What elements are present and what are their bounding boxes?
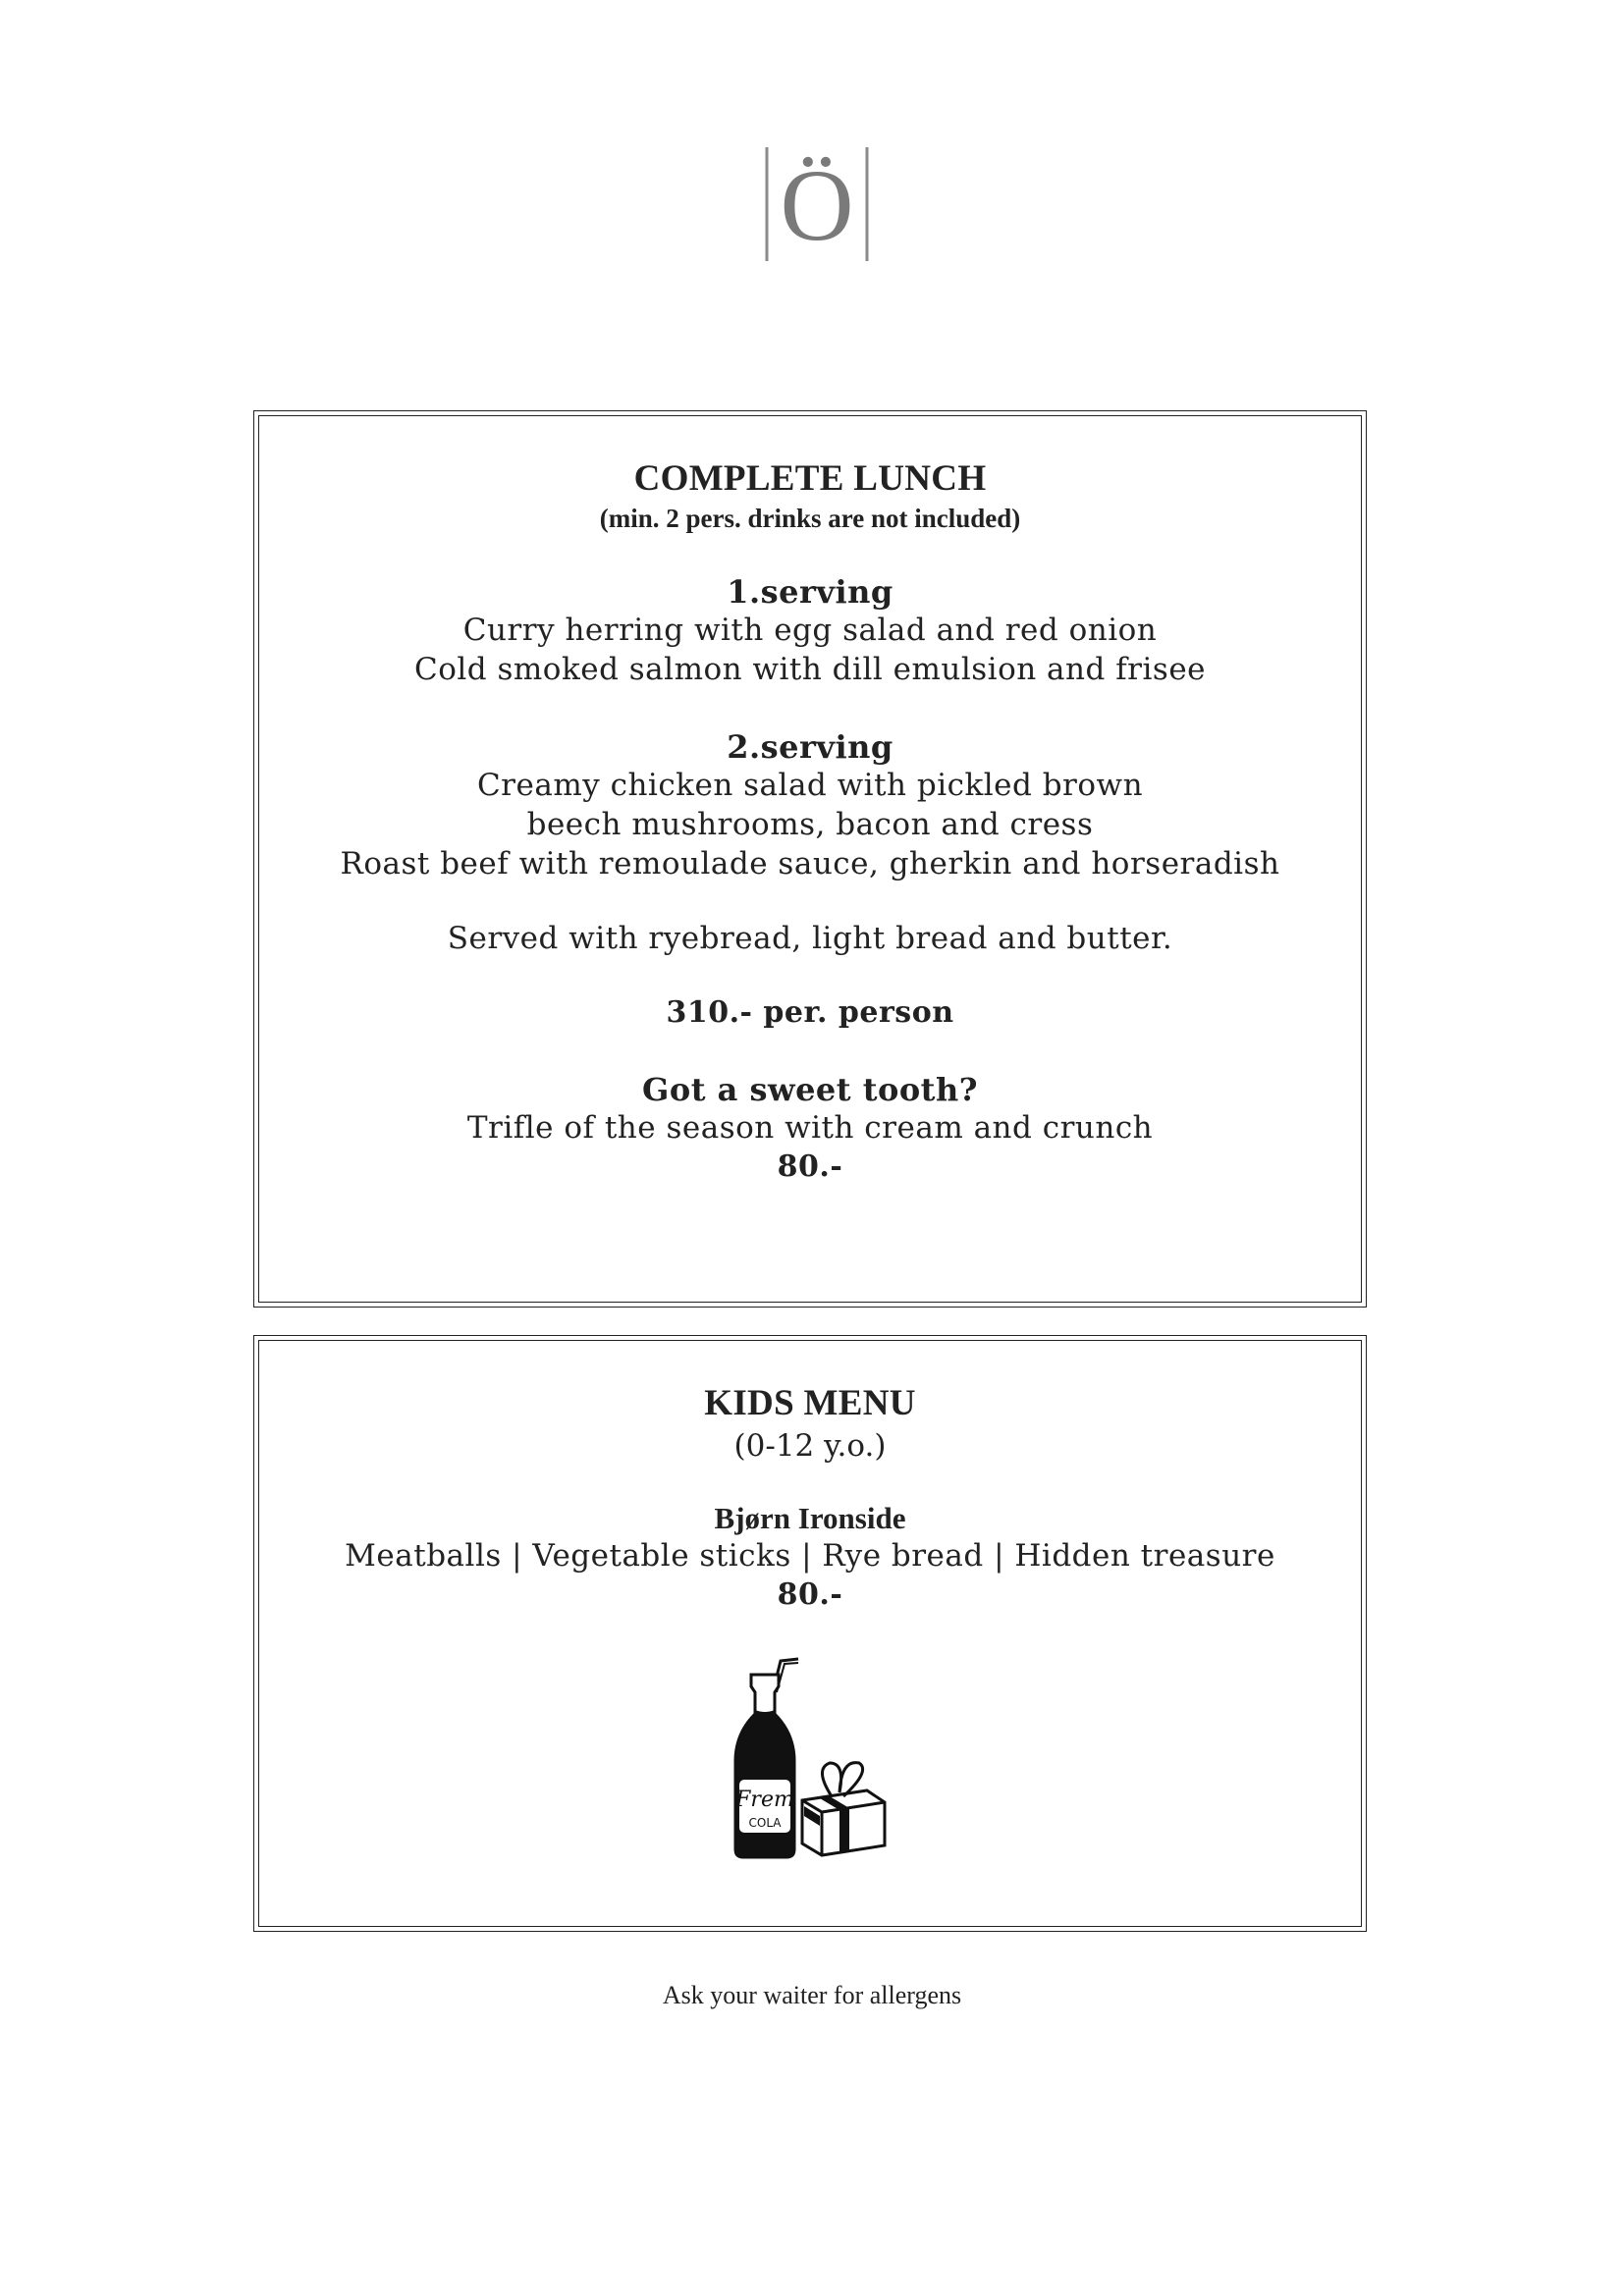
cola-bottle-icon (734, 1675, 794, 1857)
served-with-text: Served with ryebread, light bread and butter. (447, 921, 1173, 956)
lunch-price: 310.- per. person (666, 995, 954, 1030)
serving2-item: Creamy chicken salad with pickled brown (476, 768, 1144, 803)
serving1-item: Cold smoked salmon with dill emulsion and frisee (413, 652, 1207, 687)
dessert-price: 80.- (777, 1149, 843, 1184)
kids-dish-name: Bjørn Ironside (714, 1501, 906, 1535)
complete-lunch-section (253, 410, 1367, 1308)
restaurant-logo (763, 133, 871, 263)
lunch-title: COMPLETE LUNCH (633, 458, 987, 499)
svg-text:COLA: COLA (748, 1816, 782, 1830)
allergens-note: Ask your waiter for allergens (662, 1981, 962, 2009)
lunch-note: (min. 2 pers. drinks are not included) (599, 504, 1021, 533)
dessert-heading: Got a sweet tooth? (642, 1071, 978, 1108)
kids-price: 80.- (777, 1577, 843, 1612)
kids-title: KIDS MENU (704, 1383, 916, 1423)
serving2-item: beech mushrooms, bacon and cress (526, 807, 1094, 842)
kids-menu-section (253, 1335, 1367, 1932)
svg-text:Frem: Frem (735, 1788, 794, 1812)
kids-dish-items: Meatballs | Vegetable sticks | Rye bread | Hidden treasure (345, 1538, 1275, 1574)
serving1-item: Curry herring with egg salad and red onion (462, 613, 1158, 648)
kids-age-range: (0-12 y.o.) (733, 1428, 887, 1464)
serving2-item: Roast beef with remoulade sauce, gherkin and horseradish (340, 846, 1280, 881)
serving1-heading: 1.serving (727, 573, 893, 611)
cola-and-gift-illustration (712, 1653, 908, 1864)
gift-box-icon (802, 1763, 885, 1855)
logo-letter: Ö (780, 149, 854, 262)
dessert-item: Trifle of the season with cream and crunch (466, 1110, 1154, 1146)
serving2-heading: 2.serving (727, 728, 893, 766)
